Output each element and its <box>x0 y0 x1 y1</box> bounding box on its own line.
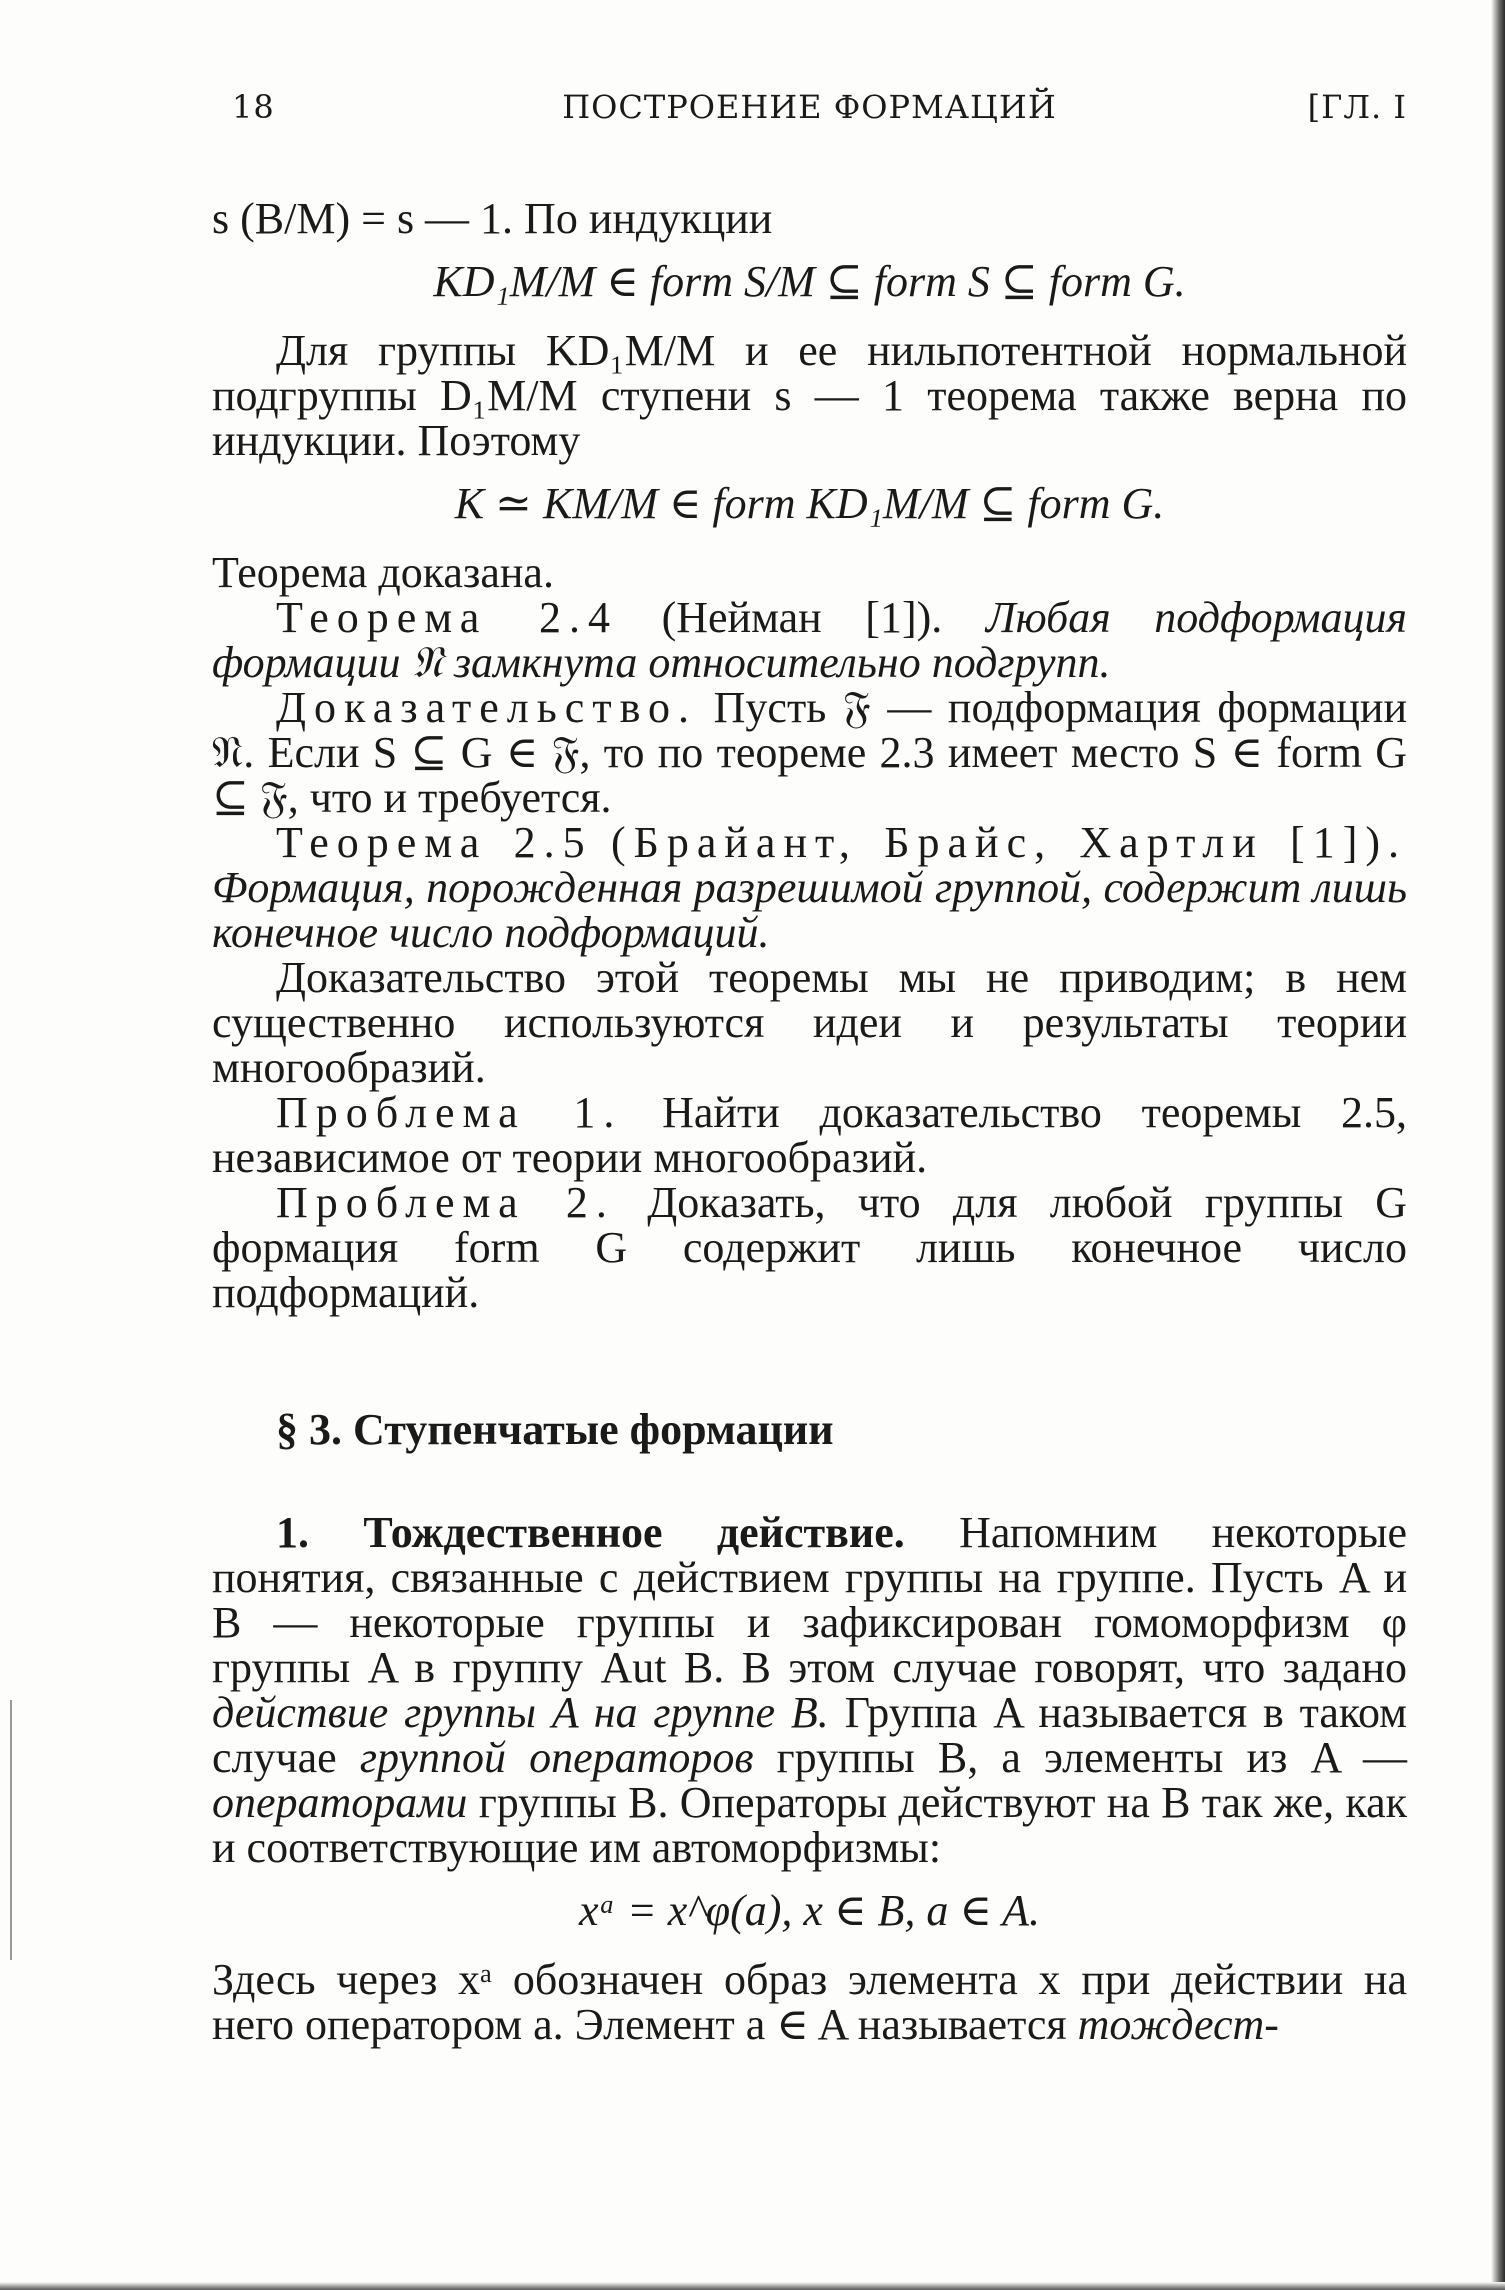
formula-1: KD₁M/M ∈ form S/M ⊆ form S ⊆ form G. <box>433 257 1186 306</box>
theorem-label: Теорема 2.5 <box>276 818 593 867</box>
paragraph: Здесь через xᵃ обозначен образ элемента x при действии на него оператором a. Элемент a ∈ A называется тождест- <box>212 1955 1407 2049</box>
proof: Доказательство. Пусть 𝔉 — подформация формации 𝔑. Если S ⊆ G ∈ 𝔉, то по теореме 2.3 имеет место S ∈ form G ⊆ 𝔉, что и требуется. <box>212 683 1407 822</box>
paragraph: Доказательство этой теоремы мы не приводим; в нем существенно используются идеи и результаты теории многообразий. <box>212 953 1407 1092</box>
running-header <box>212 88 1407 138</box>
subsection-1: 1. Тождественное действие. Напомним некоторые понятия, связанные с действием группы на группе. Пусть A и B — некоторые группы и зафиксирован гомоморфизм φ группы A в группу Aut B. В этом случае говорят, что задано действие группы A на группе B. Группа A называется в таком случае группой операторов группы B, а элементы из A — операторами группы B. Операторы действуют на B так же, как и соответствующие им автоморфизмы: <box>212 1508 1408 1872</box>
theorem-statement: Любая подформация формации 𝔑 замкнута относительно подгрупп. <box>212 593 1407 687</box>
problem-2: Проблема 2. Доказать, что для любой группы G формация form G содержит лишь конечное число подформаций. <box>212 1178 1408 1317</box>
theorem-statement: Формация, порожденная разрешимой группой, содержит лишь конечное число подформаций. <box>212 863 1407 957</box>
problem-label: Проблема 2. <box>276 1178 615 1227</box>
scan-shadow-bottom <box>0 2282 1505 2290</box>
text-line: s (B/M) = s — 1. По индукции <box>212 194 773 243</box>
chapter-label: [ГЛ. I <box>1307 88 1407 126</box>
theorem-label: Теорема 2.4 <box>276 593 618 642</box>
running-title: ПОСТРОЕНИЕ ФОРМАЦИЙ <box>562 88 1057 126</box>
section-heading: § 3. Ступенчатые формации <box>276 1405 834 1454</box>
scan-shadow-right <box>1491 0 1505 2290</box>
theorem-2-4: Теорема 2.4 (Нейман [1]). Любая подформация формации 𝔑 замкнута относительно подгрупп. <box>212 593 1407 687</box>
subsection-label: 1. Тождественное действие. <box>276 1508 905 1557</box>
problem-label: Проблема 1. <box>276 1088 623 1137</box>
scan-mark-left <box>10 1700 12 1960</box>
theorem-2-5: Теорема 2.5 (Брайант, Брайс, Хартли [1]). Формация, порожденная разрешимой группой, содержит лишь конечное число подформаций. <box>212 818 1407 957</box>
paragraph: Теорема доказана. <box>212 548 554 597</box>
page-number: 18 <box>232 88 275 126</box>
problem-1: Проблема 1. Найти доказательство теоремы 2.5, независимое от теории многообразий. <box>212 1088 1408 1182</box>
paragraph: Для группы KD₁M/M и ее нильпотентной нормальной подгруппы D₁M/M ступени s — 1 теорема также верна по индукции. Поэтому <box>212 326 1407 465</box>
formula-3: xᵃ = x^φ(a), x ∈ B, a ∈ A. <box>578 1886 1041 1935</box>
formula-2: K ≃ KM/M ∈ form KD₁M/M ⊆ form G. <box>454 479 1165 528</box>
page-body <box>212 196 1407 2047</box>
proof-label: Доказательство. <box>276 683 698 732</box>
